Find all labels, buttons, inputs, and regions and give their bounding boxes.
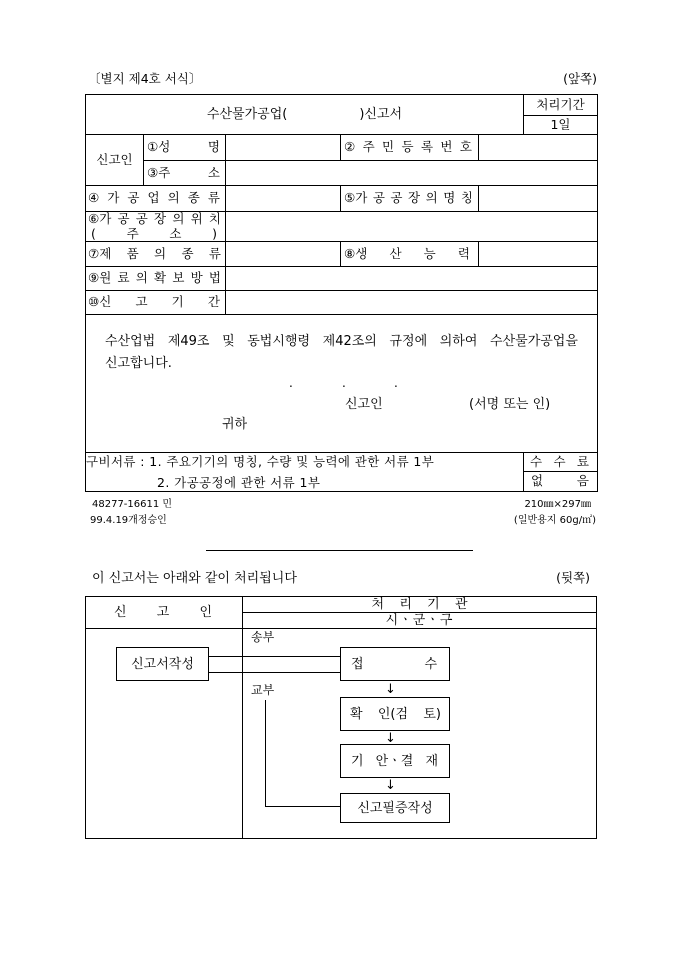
label-segment: ⑧생	[344, 245, 368, 261]
label-segment: 공	[372, 190, 385, 206]
down-arrow-icon: ↓	[385, 682, 396, 697]
step-approval-box	[340, 744, 450, 778]
form-title-suffix: )신고서	[359, 107, 403, 122]
step-certificate-box	[340, 793, 450, 823]
paper-size: 210㎜×297㎜	[524, 499, 591, 510]
fee-value-cell	[523, 471, 598, 492]
label-segment: 종	[181, 245, 194, 261]
agency-sub: 시ㆍ군ㆍ구	[385, 613, 454, 628]
approval-date: 99.4.19개정승인	[90, 515, 167, 526]
agency-header	[372, 598, 468, 611]
step-certificate: 신고필증작성	[357, 800, 433, 816]
label-segment: 의	[172, 211, 185, 226]
label-segment: 수	[553, 453, 566, 469]
label-segment: 능	[423, 245, 436, 261]
raw-material-label	[88, 272, 221, 285]
label-segment: 력	[457, 245, 470, 261]
step-receipt-box	[340, 647, 450, 681]
label-segment: 접	[351, 656, 364, 672]
label-segment: 류	[207, 190, 220, 206]
address-value-cell	[225, 160, 598, 186]
form-number: 〔별지 제4호 서식〕	[88, 71, 202, 86]
label-segment: 수	[530, 453, 543, 469]
return-connector-line	[208, 672, 341, 673]
label-segment: 수산물가공업을	[490, 334, 578, 349]
label-segment: 등	[401, 139, 414, 155]
step-review-box	[340, 697, 450, 731]
processing-period-label: 처리기간	[536, 96, 585, 112]
report-period-value-cell	[225, 290, 598, 315]
label-segment: 료	[117, 270, 130, 286]
label-segment: 장	[408, 190, 421, 206]
documents-line-1: 구비서류 : 1. 주요기기의 명칭, 수량 및 능력에 관한 서류 1부	[86, 454, 435, 469]
label-segment: 의	[425, 190, 438, 206]
label-segment: 의	[135, 270, 148, 286]
label-segment: 수산업법	[105, 334, 156, 349]
label-segment: 록	[420, 139, 434, 155]
label-segment: 인	[199, 605, 212, 620]
label-segment: 제42조의	[322, 334, 377, 349]
step-review	[350, 708, 441, 721]
factory-location-sublabel	[88, 225, 221, 241]
label-segment: 업	[147, 190, 160, 206]
fee-label	[530, 453, 589, 469]
date-day-mark: .	[394, 376, 398, 390]
page-divider	[206, 550, 473, 551]
label-segment: 제49조	[167, 334, 210, 349]
product-type-value-cell	[225, 241, 341, 267]
deliver-connector-horizontal	[265, 806, 341, 807]
agency-sub-cell	[242, 612, 597, 629]
label-segment: 료	[576, 453, 589, 469]
business-type-label	[88, 192, 220, 205]
business-type-value-cell	[225, 185, 341, 212]
label-segment: 방	[190, 270, 203, 286]
raw-material-value-cell	[225, 266, 598, 291]
step-draft: 신고서작성	[131, 656, 194, 672]
label-segment: 류	[208, 245, 221, 261]
label-segment: 민	[382, 139, 395, 155]
label-segment: 음	[576, 473, 589, 489]
declaration-line-2: 신고합니다.	[105, 356, 172, 371]
back-intro: 이 신고서는 아래와 같이 처리됩니다	[92, 571, 297, 586]
label-segment: 기	[171, 294, 184, 310]
send-connector-line	[208, 656, 341, 657]
name-label	[147, 141, 220, 154]
label-segment: 고	[156, 605, 170, 620]
step-draft-box	[116, 647, 209, 681]
addressee: 귀하	[222, 417, 248, 432]
label-segment: 품	[126, 245, 139, 261]
factory-location-value-cell	[225, 211, 598, 242]
down-arrow-icon: ↓	[385, 778, 396, 793]
label-segment: )	[212, 225, 217, 241]
label-segment: 신	[114, 605, 127, 620]
fee-value	[531, 475, 589, 488]
declaration-line-1	[105, 335, 578, 348]
label-segment: 공	[117, 211, 130, 226]
date-month-mark: .	[342, 376, 346, 390]
label-segment: 번	[440, 139, 453, 155]
resident-number-label	[344, 141, 472, 154]
form-title-cell	[85, 94, 524, 135]
factory-name-value-cell	[478, 185, 598, 212]
label-segment: 법	[208, 270, 221, 286]
processing-period-value-cell	[523, 115, 598, 135]
label-segment: 위	[190, 211, 203, 226]
label-segment: 의	[154, 245, 167, 261]
label-segment: ⑨원	[88, 270, 112, 286]
front-side-label: (앞쪽)	[563, 71, 597, 86]
label-segment: 안ㆍ결	[375, 753, 414, 769]
product-type-label-cell	[85, 241, 226, 267]
label-segment: 처	[371, 597, 385, 612]
label-segment: 기	[351, 753, 364, 769]
applicant-header	[114, 606, 212, 619]
back-side-label: (뒷쪽)	[556, 570, 590, 585]
label-segment: 공	[127, 190, 140, 206]
capacity-label-cell	[340, 241, 479, 267]
deliver-label: 교부	[251, 683, 275, 697]
label-segment: 보	[172, 270, 185, 286]
label-segment: ④	[88, 190, 100, 206]
date-year-mark: .	[289, 376, 293, 390]
label-segment: 명	[443, 190, 456, 206]
label-segment: 재	[425, 753, 438, 769]
label-segment: 의하여	[439, 334, 478, 349]
label-segment: 없	[531, 473, 544, 489]
name-label-cell	[143, 134, 226, 161]
label-segment: ⑩신	[88, 294, 112, 310]
step-approval	[351, 755, 438, 768]
label-segment: 확	[154, 270, 167, 286]
form-title-prefix: 수산물가공업(	[206, 107, 288, 122]
processing-period-label-cell	[523, 94, 598, 116]
deliver-connector-vertical	[265, 700, 266, 807]
label-segment: 관	[454, 597, 468, 612]
label-segment: 호	[459, 139, 472, 155]
paper-type: (일반용지 60g/㎡)	[513, 515, 596, 526]
label-segment: 주	[362, 139, 375, 155]
capacity-value-cell	[478, 241, 598, 267]
label-segment: 소	[169, 225, 182, 241]
label-segment: 규정에	[389, 334, 428, 349]
label-segment: 공	[390, 190, 403, 206]
label-segment: 간	[207, 294, 220, 310]
name-value-cell	[225, 134, 341, 161]
applicant-label: 신고인	[96, 151, 133, 167]
label-segment: 의	[167, 190, 180, 206]
label-segment: 주	[126, 225, 139, 241]
capacity-label	[344, 245, 470, 261]
label-segment: (	[91, 225, 96, 241]
label-segment: 소	[207, 164, 220, 180]
factory-location-label-cell	[85, 211, 226, 242]
label-segment: 및	[222, 334, 235, 349]
product-type-label	[88, 245, 221, 261]
agency-header-cell	[242, 596, 597, 613]
resident-number-label-cell	[340, 134, 479, 161]
label-segment: 토)	[423, 706, 441, 722]
label-segment: 공	[135, 211, 148, 226]
label-segment: 가	[107, 190, 120, 206]
label-segment: 칭	[460, 190, 473, 206]
label-segment: ②	[344, 139, 356, 155]
applicant-header-cell	[85, 596, 243, 629]
label-segment: ③주	[147, 164, 171, 180]
label-segment: 종	[187, 190, 200, 206]
address-label-cell	[143, 160, 226, 186]
label-segment: ⑥가	[88, 211, 112, 226]
label-segment: 인(검	[377, 706, 409, 722]
step-receipt	[351, 658, 437, 671]
fee-label-cell	[523, 452, 598, 472]
signer-label: 신고인	[345, 397, 383, 412]
form-title	[207, 108, 402, 121]
down-arrow-icon: ↓	[385, 731, 396, 746]
label-segment: 기	[427, 597, 440, 612]
raw-material-label-cell	[85, 266, 226, 291]
report-period-label-cell	[85, 290, 226, 315]
label-segment: 리	[399, 597, 412, 612]
form-code: 48277-16611 민	[92, 499, 173, 510]
label-segment: 장	[154, 211, 167, 226]
report-period-label	[88, 296, 220, 309]
label-segment: 확	[350, 706, 363, 722]
address-label	[147, 164, 220, 180]
send-label: 송부	[251, 630, 275, 644]
processing-period-value: 1일	[550, 116, 571, 132]
label-segment: 수	[424, 656, 437, 672]
applicant-label-cell	[85, 134, 144, 186]
factory-location-label	[88, 213, 221, 226]
label-segment: 명	[207, 139, 220, 155]
label-segment: 치	[208, 211, 221, 226]
label-segment: ⑦제	[88, 245, 112, 261]
documents-line-2: 2. 가공공정에 관한 서류 1부	[157, 475, 321, 490]
label-segment: ①성	[147, 139, 171, 155]
business-type-label-cell	[85, 185, 226, 212]
label-segment: ⑤가	[344, 190, 368, 206]
signature-note: (서명 또는 인)	[469, 397, 551, 412]
resident-number-value-cell	[478, 134, 598, 161]
factory-name-label-cell	[340, 185, 479, 212]
factory-name-label	[344, 192, 473, 205]
label-segment: 고	[135, 294, 148, 310]
label-segment: 산	[389, 245, 402, 261]
label-segment: 동법시행령	[247, 334, 311, 349]
